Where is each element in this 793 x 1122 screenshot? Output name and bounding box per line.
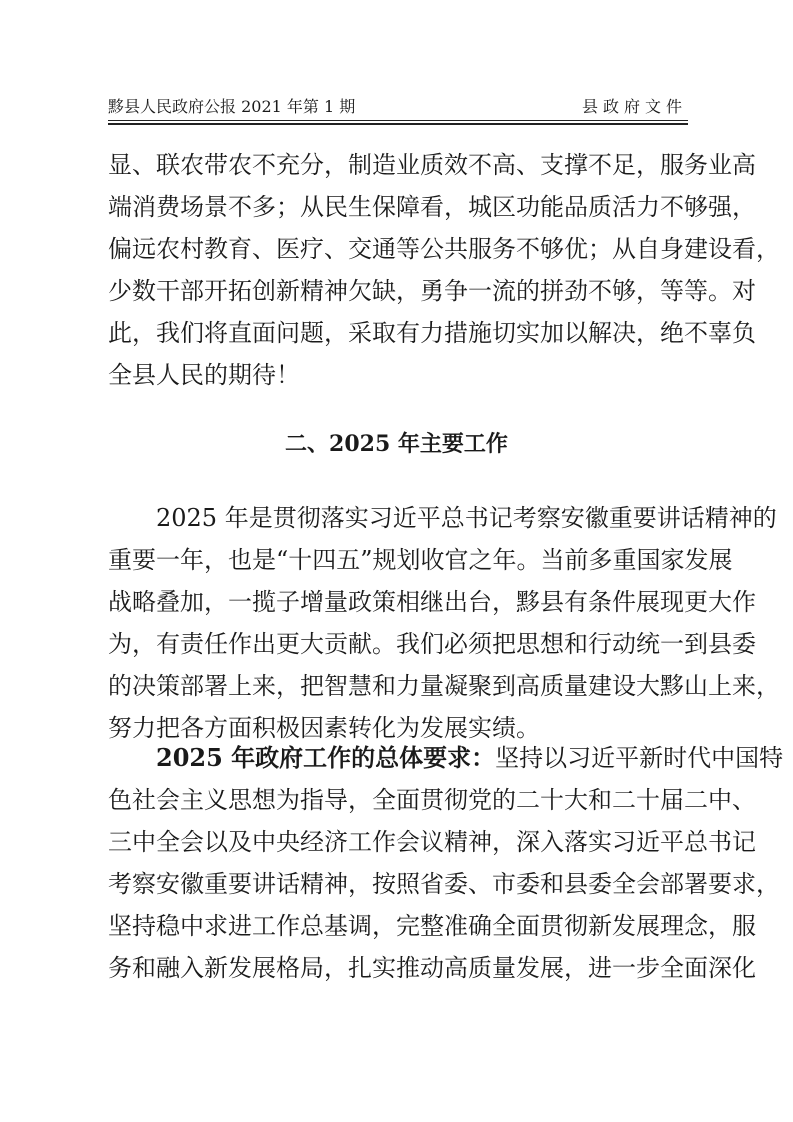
text-line: 此，我们将直面问题，采取有力措施切实加以解决，绝不辜负 <box>108 319 756 347</box>
text-line: 偏远农村教育、医疗、交通等公共服务不够优；从自身建设看， <box>108 235 780 263</box>
text-line: 努力把各方面积极因素转化为发展实绩。 <box>108 714 540 742</box>
header-rule-thin <box>108 120 688 121</box>
text-line: 重要一年，也是“十四五”规划收官之年。当前多重国家发展 <box>108 546 733 574</box>
text-line <box>156 743 784 773</box>
text-line: 务和融入新发展格局，扎实推动高质量发展，进一步全面深化 <box>108 954 756 982</box>
text-line: 少数干部开拓创新精神欠缺，勇争一流的拼劲不够，等等。对 <box>108 277 756 305</box>
bulletin-title: 黟县人民政府公报 2021 年第 1 期 <box>108 97 356 116</box>
header-rule-thick <box>108 123 688 125</box>
text-line: 考察安徽重要讲话精神，按照省委、市委和县委全会部署要求， <box>108 870 780 898</box>
text-line: 色社会主义思想为指导，全面贯彻党的二十大和二十届二中、 <box>108 786 756 814</box>
text-line: 端消费场景不多；从民生保障看，城区功能品质活力不够强， <box>108 193 756 221</box>
text-line: 显、联农带农不充分，制造业质效不高、支撑不足，服务业高 <box>108 151 756 179</box>
text-line: 坚持稳中求进工作总基调，完整准确全面贯彻新发展理念，服 <box>108 912 756 940</box>
text-line: 全县人民的期待！ <box>108 361 300 389</box>
text-line: 为，有责任作出更大贡献。我们必须把思想和行动统一到县委 <box>108 630 756 658</box>
text-line: 三中全会以及中央经济工作会议精神，深入落实习近平总书记 <box>108 828 756 856</box>
bold-lead: 2025 年政府工作的总体要求： <box>156 743 496 772</box>
section-label: 县政府文件 <box>581 97 687 116</box>
text-span: 坚持以习近平新时代中国特 <box>495 744 784 772</box>
text-line: 的决策部署上来，把智慧和力量凝聚到高质量建设大黟山上来， <box>108 672 780 700</box>
section-heading: 二、2025 年主要工作 <box>285 431 508 457</box>
text-line: 战略叠加，一揽子增量政策相继出台，黟县有条件展现更大作 <box>108 588 756 616</box>
text-line: 2025 年是贯彻落实习近平总书记考察安徽重要讲话精神的 <box>156 504 777 532</box>
